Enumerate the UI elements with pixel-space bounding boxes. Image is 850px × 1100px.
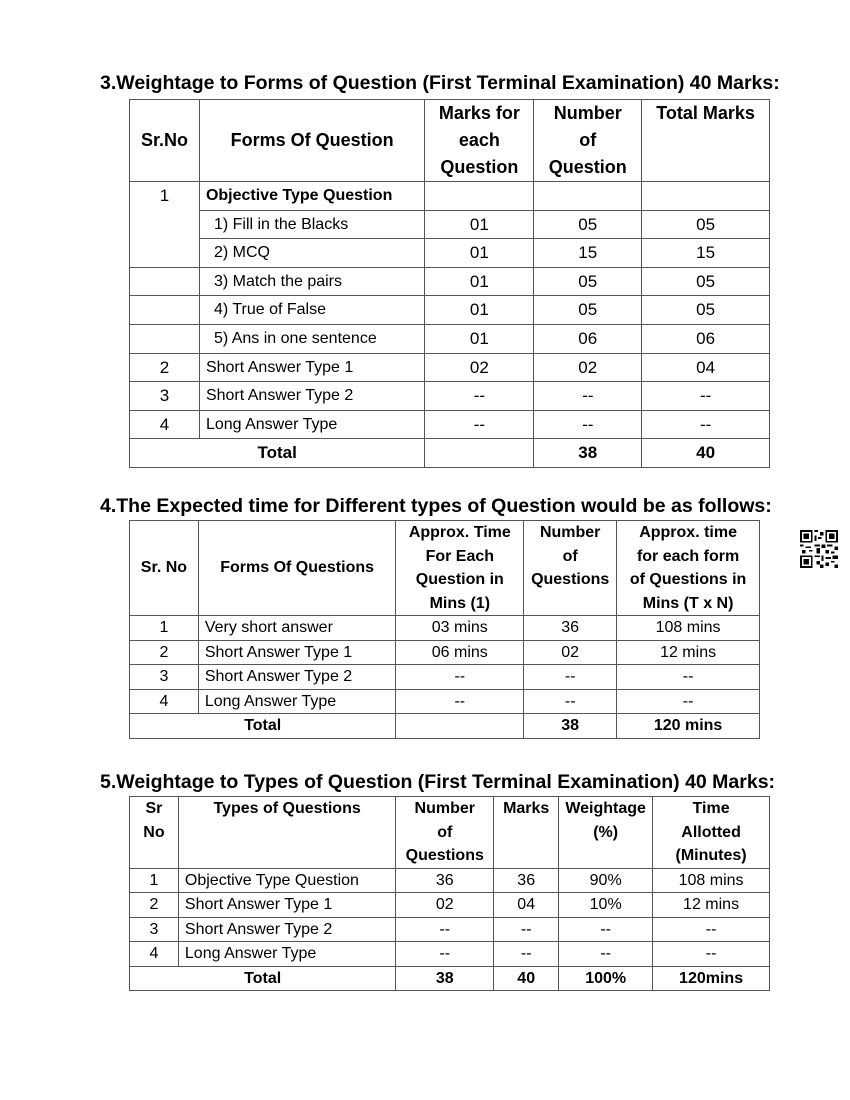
table-row: 4 Long Answer Type -- -- -- -- bbox=[130, 942, 770, 967]
header-time-allotted: Time Allotted (Minutes) bbox=[653, 797, 770, 869]
header-sr-no: Sr. No bbox=[130, 521, 199, 616]
table-row: 4) True of False 01 05 05 bbox=[130, 296, 770, 325]
header-number: Number of Questions bbox=[524, 521, 617, 616]
total-row: Total 38 120 mins bbox=[130, 714, 760, 739]
table-row: 2 Short Answer Type 1 02 02 04 bbox=[130, 353, 770, 382]
header-forms: Forms Of Questions bbox=[198, 521, 396, 616]
table-row: 2) MCQ 01 15 15 bbox=[130, 239, 770, 268]
section3-heading: 3.Weightage to Forms of Question (First Terminal Examination) 40 Marks: bbox=[100, 72, 780, 94]
table-row: 3 Short Answer Type 2 -- -- -- bbox=[130, 382, 770, 411]
table-row: 1) Fill in the Blacks 01 05 05 bbox=[130, 210, 770, 239]
table-row: 1 Very short answer 03 mins 36 108 mins bbox=[130, 616, 760, 641]
header-forms: Forms Of Question bbox=[199, 100, 424, 182]
section4-heading: 4.The Expected time for Different types of Question would be as follows: bbox=[100, 495, 772, 517]
total-row: Total 38 40 100% 120mins bbox=[130, 966, 770, 991]
qr-code-icon bbox=[800, 530, 838, 568]
header-marks-each: Marks for each Question bbox=[425, 100, 534, 182]
header-number: Number of Question bbox=[534, 100, 642, 182]
section5-heading: 5.Weightage to Types of Question (First Terminal Examination) 40 Marks: bbox=[100, 771, 776, 793]
table-row: 4 Long Answer Type -- -- -- bbox=[130, 689, 760, 714]
types-of-question-table bbox=[129, 796, 770, 991]
table-header-row bbox=[130, 521, 760, 616]
header-weightage: Weightage (%) bbox=[559, 797, 653, 869]
forms-of-question-table bbox=[129, 99, 770, 468]
table-row: 3 Short Answer Type 2 -- -- -- bbox=[130, 665, 760, 690]
header-types: Types of Questions bbox=[178, 797, 395, 869]
expected-time-table bbox=[129, 520, 760, 739]
header-total-marks: Total Marks bbox=[642, 100, 770, 182]
table-header-row bbox=[130, 797, 770, 869]
header-number: Number of Questions bbox=[396, 797, 494, 869]
table-row: 3) Match the pairs 01 05 05 bbox=[130, 267, 770, 296]
table-header-row bbox=[130, 100, 770, 182]
header-time-each: Approx. Time For Each Question in Mins (1) bbox=[396, 521, 524, 616]
table-row: 3 Short Answer Type 2 -- -- -- -- bbox=[130, 917, 770, 942]
table-row: 2 Short Answer Type 1 06 mins 02 12 mins bbox=[130, 640, 760, 665]
header-marks: Marks bbox=[494, 797, 559, 869]
table-row: 1 Objective Type Question bbox=[130, 182, 770, 211]
table-row: 5) Ans in one sentence 01 06 06 bbox=[130, 324, 770, 353]
header-sr-no: Sr No bbox=[130, 797, 179, 869]
table-row: 2 Short Answer Type 1 02 04 10% 12 mins bbox=[130, 893, 770, 918]
table-row: 4 Long Answer Type -- -- -- bbox=[130, 410, 770, 439]
header-approx-time: Approx. time for each form of Questions in Mins (T x N) bbox=[617, 521, 760, 616]
table-row: 1 Objective Type Question 36 36 90% 108 mins bbox=[130, 868, 770, 893]
total-row: Total 38 40 bbox=[130, 439, 770, 468]
header-sr-no: Sr.No bbox=[130, 100, 200, 182]
